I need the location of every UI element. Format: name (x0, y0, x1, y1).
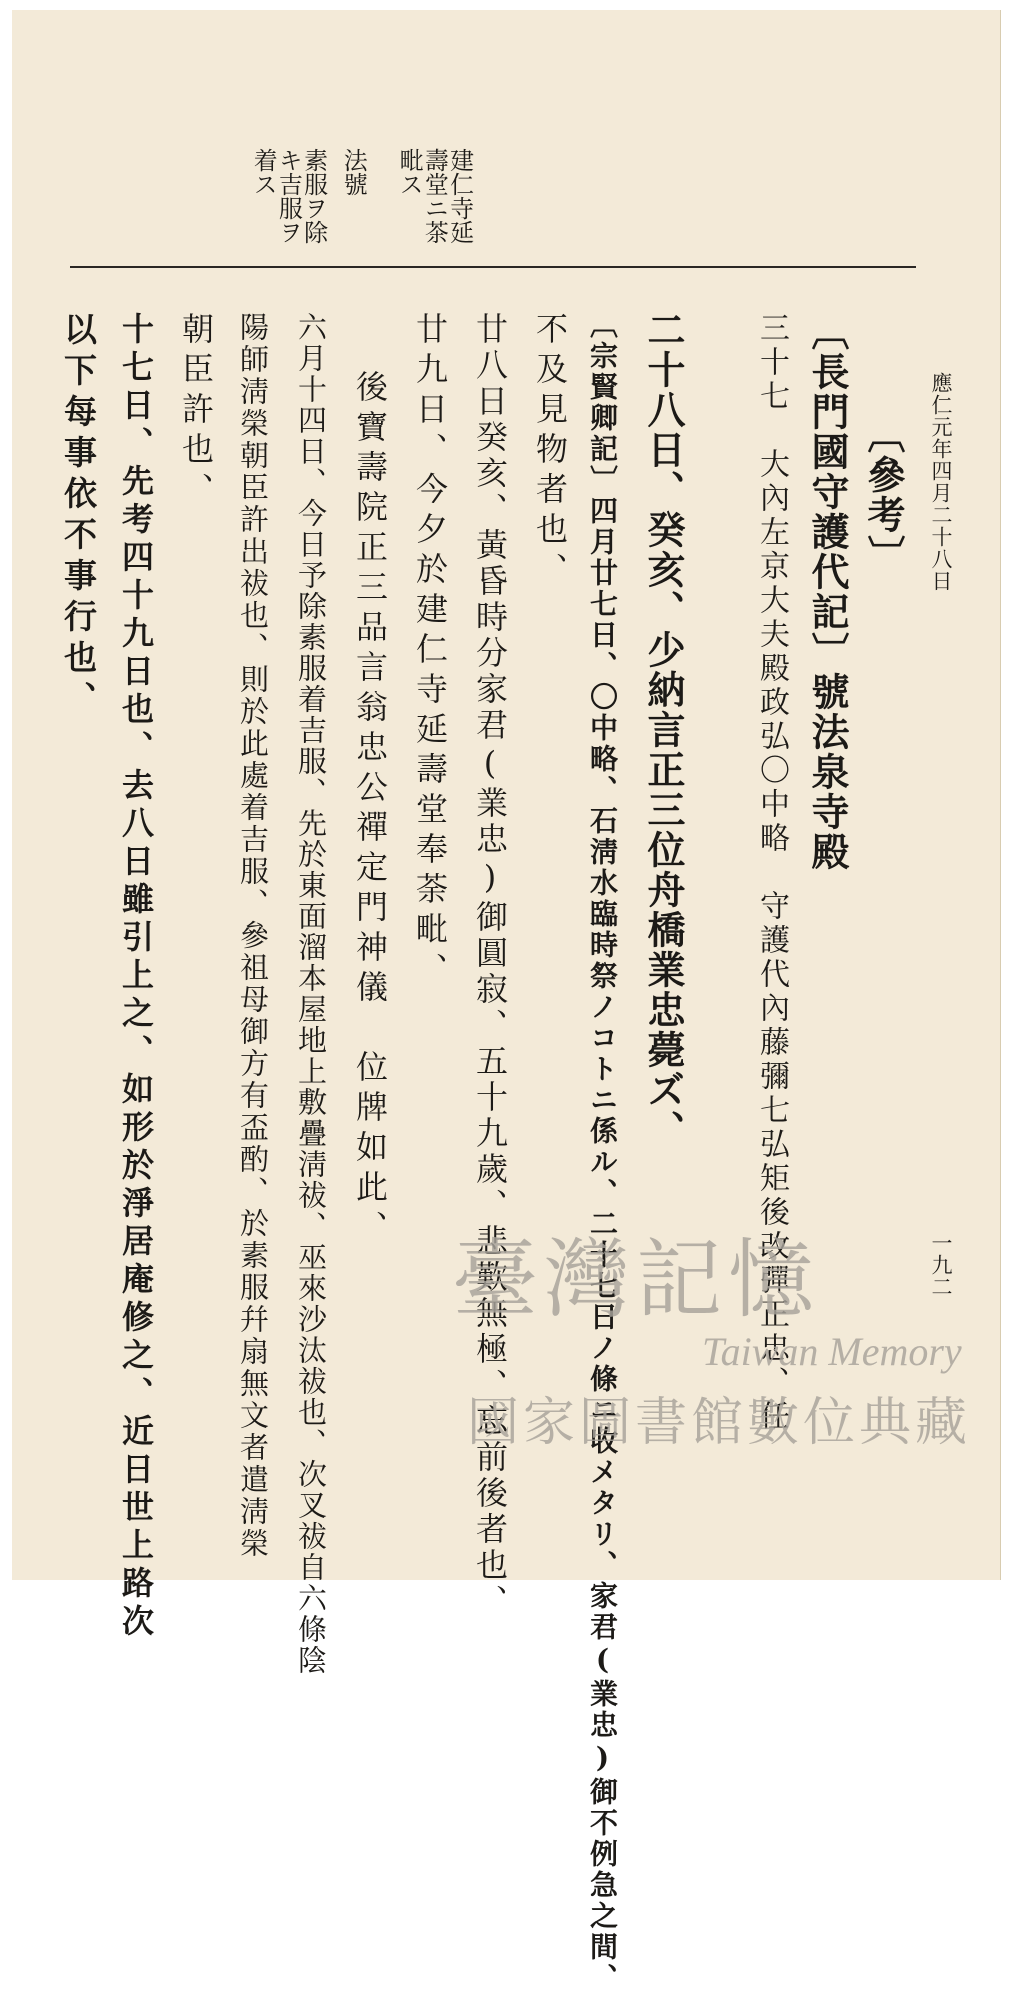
text-column: 朝臣許也、 (177, 312, 215, 512)
text-column: 後寶壽院正三品言翁忠公禪定門神儀 位牌如此、 (351, 370, 389, 1250)
page-number: 一九二 (929, 1232, 953, 1298)
watermark-english: Taiwan Memory (702, 1329, 962, 1374)
entry-heading: 二十八日、癸亥、少納言正三位舟橋業忠薨ズ、 (641, 310, 686, 1150)
margin-note: 建仁寺延壽堂ニ茶毗ス (395, 148, 474, 244)
text-column: 六月十四日、今日予除素服着吉服、先於東面溜本屋地上敷疊淸祓、巫來沙汰祓也、次叉祓自六條陰 (294, 312, 328, 1676)
text-column: 廿九日、今夕於建仁寺延壽堂奉荼毗、 (411, 312, 449, 992)
document-page (12, 10, 1001, 1994)
text-column: 三十七 大內左京大夫殿政弘〇中略 守護代內藤彌七弘矩後改彈正忠、任 (754, 312, 789, 1434)
section-heading-reference: 〔參考〕 (861, 415, 906, 575)
watermark-chinese: 國家圖書館數位典藏 (467, 1393, 972, 1453)
text-column: 廿八日癸亥、黃昏時分家君(業忠)御圓寂、五十九歲、悲歎無極、忘前後者也、 (471, 312, 509, 1620)
text-column: 不及見物者也、 (531, 312, 569, 592)
margin-divider (70, 266, 916, 268)
text-column: 十七日、先考四十九日也、去八日雖引上之、如形於淨居庵修之、近日世上路次 (117, 312, 155, 1642)
source-title-munekata: 〔宗賢卿記〕四月廿七日、〇中略、石淸水臨時祭ノコトニ係ル、二十七日ノ條ニ收メタリ、家君(業忠)御不例急之間、 (586, 310, 619, 1994)
text-column: 陽師淸榮朝臣許出祓也、則於此處着吉服、參祖母御方有盃酌、於素服幷扇無文者遣淸榮 (236, 312, 270, 1560)
margin-note: 法號 (339, 148, 368, 196)
source-title-nagato: 〔長門國守護代記〕號法泉寺殿 (805, 312, 850, 872)
text-column: 以下每事依不事行也、 (59, 312, 98, 722)
running-title: 應仁元年四月二十八日 (929, 372, 953, 592)
watermark-calligraphy: 臺灣記憶 (452, 1230, 820, 1330)
margin-note: 素服ヲ除キ吉服ヲ着ス (249, 148, 328, 244)
